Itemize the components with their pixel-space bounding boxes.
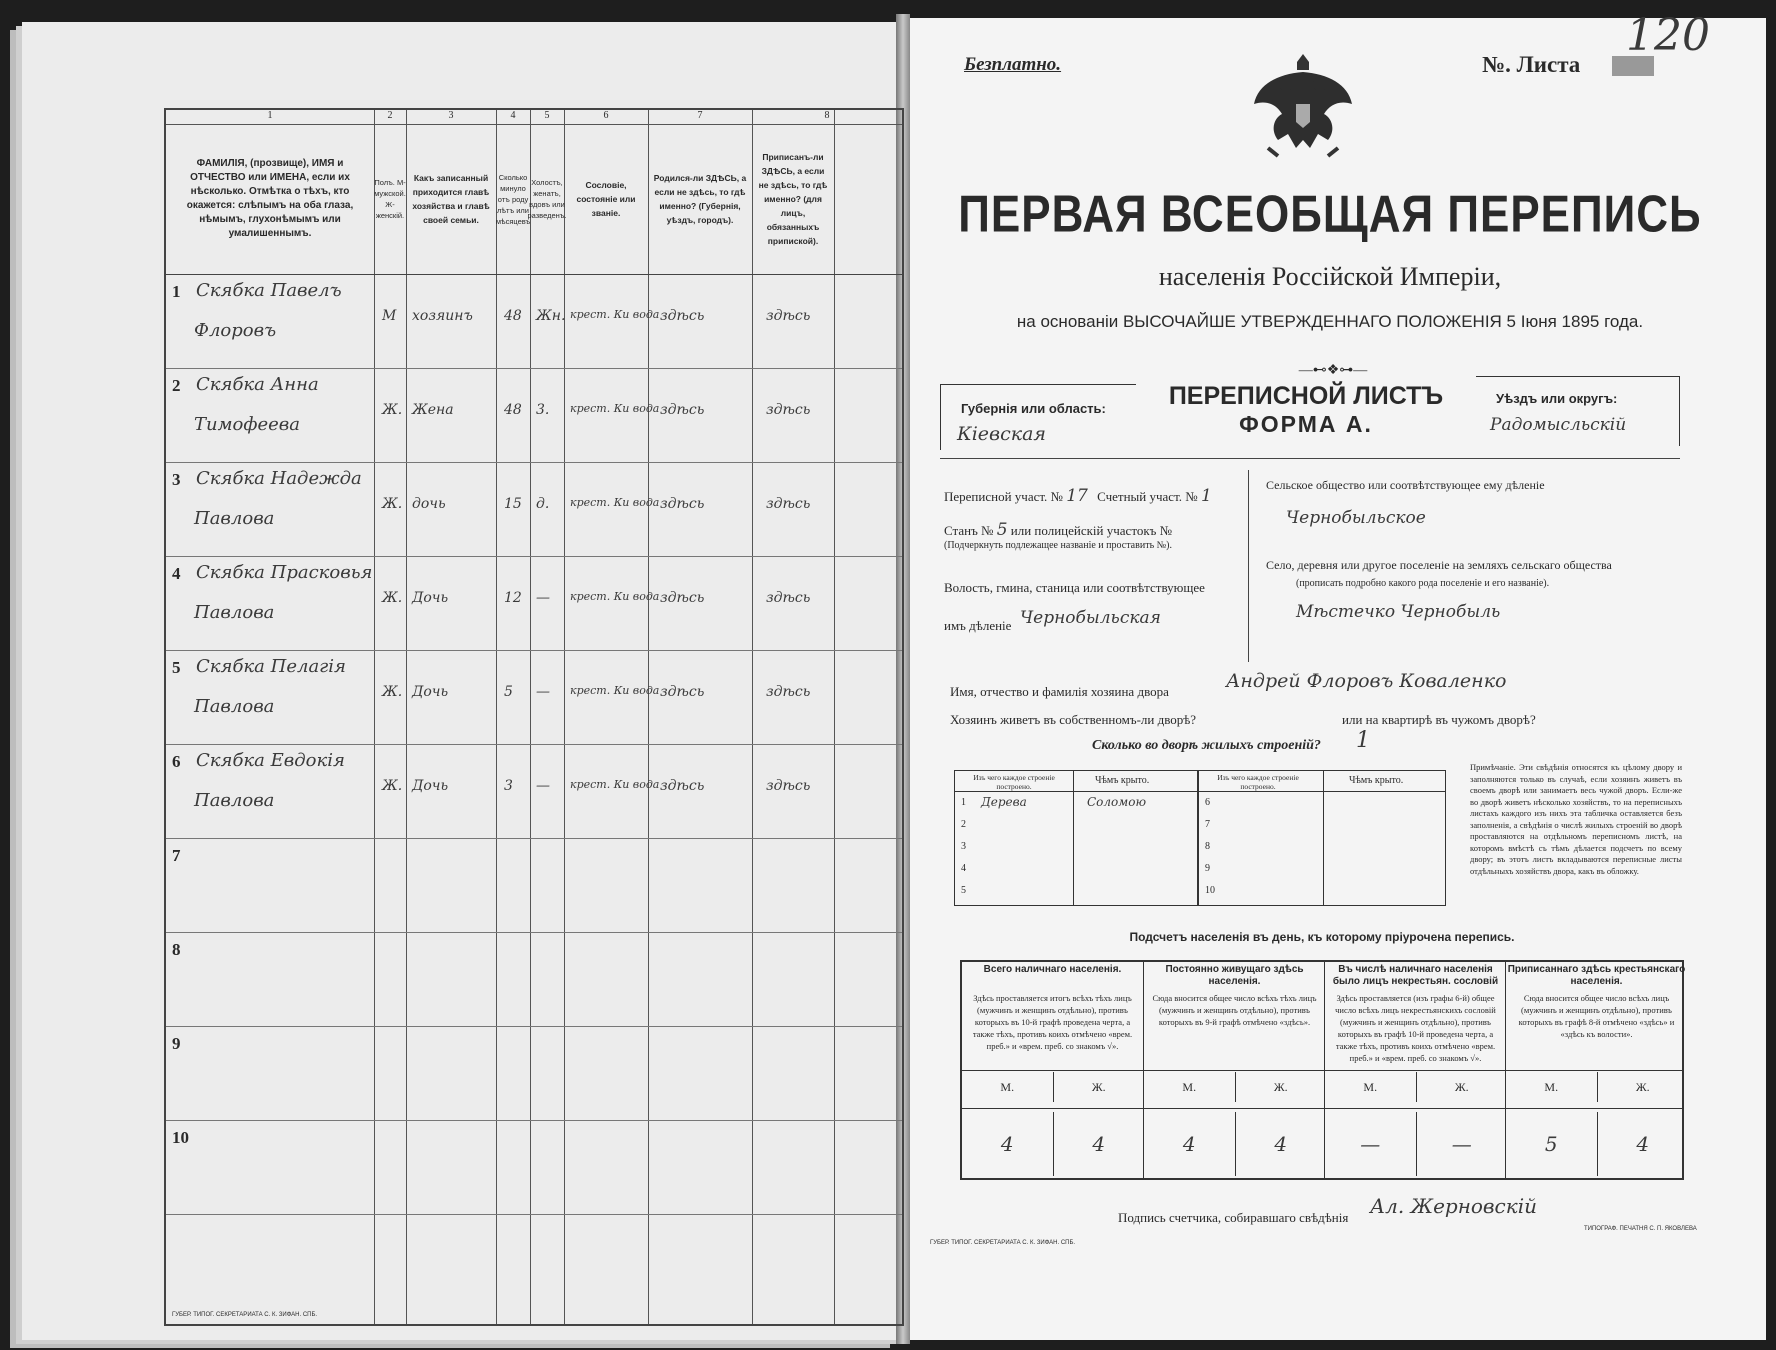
totals-description: Здѣсь проставляется итогъ всѣхъ тѣхъ лицъ (мужчинъ и женщинъ отдѣльно), противъ которыхъ въ 10-й графѣ проведена черта, а также тѣхъ, противъ коихъ отмѣчено «врем. преб.» и «врем. преб. со знакомъ √».: [972, 993, 1133, 1051]
cell-age: 3: [504, 778, 513, 794]
totals-heading: Въ числѣ наличнаго населенія было лицъ некрестьян. сословій: [1332, 964, 1499, 987]
building-row: [1199, 881, 1445, 903]
surname-given-name: Скябка Павелъ: [196, 280, 342, 301]
cell-estate: крест. Ки вода: [570, 496, 660, 509]
cell-age: 48: [504, 308, 522, 324]
surname-given-name: Скябка Надежда: [196, 468, 362, 489]
cell-born: здѣсь: [660, 778, 705, 794]
cell-registered: здѣсь: [766, 308, 811, 324]
cell-relation: хозяинъ: [412, 308, 473, 324]
buildings-label: Сколько во дворѣ жилыхъ строеній?: [1092, 738, 1321, 753]
row-number: 5: [172, 658, 181, 677]
cell-age: 15: [504, 496, 522, 512]
cell-marital: —: [536, 778, 550, 794]
cell-relation: Дочь: [412, 778, 449, 794]
volost-value: Чернобыльская: [1020, 608, 1161, 628]
building-material: Дерева: [981, 795, 1027, 809]
row-number: 3: [172, 470, 181, 489]
printer-mark-right: ТИПОГРАФ. ПЕЧАТНЯ С. П. ЯКОВЛЕВА: [1584, 1226, 1697, 1232]
census-table: [164, 108, 904, 1326]
buildings-note: Примѣчаніе. Эти свѣдѣнія относятся къ цѣлому двору и заполняются только въ случаѣ, если хозяинъ живетъ въ своемъ дворѣ или занимаетъ весь чужой дворъ. Если-же во дворѣ живетъ нѣсколько хозяйствъ, то на переписныхъ листахъ каждого изъ нихъ эта табличка оставляется безъ заполненія, а свѣдѣнія о числѣ жилыхъ строеній во дворѣ проставляются на отдѣльномъ переписномъ листѣ, на которомъ вмѣстѣ съ тѣмъ дѣлается подсчетъ по всему двору; въ этотъ листъ вкладываются переписные листы отдѣльныхъ хозяйствъ двора, какъ въ обложку.: [1470, 762, 1682, 876]
patronymic: Павлова: [194, 696, 275, 717]
society-label: Сельское общество или соотвѣтствующее ему дѣленіе: [1266, 478, 1545, 492]
cell-sex: Ж.: [382, 496, 403, 512]
village-label: Село, деревня или другое поселеніе на земляхъ сельскаго общества: [1266, 558, 1612, 572]
owner-value: Андрей Флоровъ Коваленко: [1226, 670, 1507, 692]
table-row: [166, 838, 902, 933]
cell-marital: д.: [536, 496, 550, 512]
male-count: 4: [1000, 1132, 1014, 1156]
cell-sex: М: [382, 308, 397, 324]
totals-title: Подсчетъ населенія въ день, къ которому пріурочена перепись.: [1129, 930, 1515, 944]
buildings-header-material: Изъ чего каждое строеніе построено.: [1217, 773, 1299, 791]
male-label: М.: [1544, 1080, 1559, 1094]
province-box: [940, 384, 1136, 450]
province-label: Губернія или область:: [961, 401, 1106, 416]
col-number: 7: [697, 110, 703, 121]
district-label: Уѣздъ или округъ:: [1496, 391, 1618, 406]
cell-sex: Ж.: [382, 778, 403, 794]
cell-age: 48: [504, 402, 522, 418]
surname-given-name: Скябка Анна: [196, 374, 319, 395]
col-number: 5: [544, 110, 550, 121]
printer-mark-left: ГУБЕР. ТИПОГ. СЕКРЕТАРИАТА С. К. ЗИФАН. СПБ.: [930, 1240, 1076, 1246]
cell-registered: здѣсь: [766, 402, 811, 418]
female-label: Ж.: [1597, 1072, 1689, 1102]
owner-label: Имя, отчество и фамилія хозяина двора: [950, 684, 1169, 699]
female-count: 4: [1053, 1112, 1145, 1176]
column-number-row: [166, 110, 902, 125]
sheet-number-label: №. Листа: [1482, 52, 1581, 77]
row-number: 6: [172, 752, 181, 771]
building-number: 8: [1205, 841, 1210, 852]
header-registered: Приписанъ-ли ЗДѢСЬ, а если не здѣсь, то гдѣ именно? (для лицъ, обязанныхъ припиской).: [758, 152, 828, 246]
building-number: 7: [1205, 819, 1210, 830]
census-area-value: 17: [1066, 486, 1088, 506]
rent-label: или на квартирѣ въ чужомъ дворѣ?: [1342, 712, 1536, 727]
counter-area-value: 1: [1200, 486, 1212, 506]
building-number: 2: [961, 819, 966, 830]
totals-table: [960, 960, 1684, 1180]
row-number: 4: [172, 564, 181, 583]
sheet-title: ПЕРЕПИСНОЙ ЛИСТЪ: [1168, 382, 1444, 410]
row-number: 8: [172, 940, 181, 959]
totals-heading: Приписаннаго здѣсь крестьянскаго населенія.: [1507, 964, 1686, 987]
sheet-number-handwritten: 120: [1626, 10, 1710, 61]
printer-mark: ГУБЕР. ТИПОГ. СЕКРЕТАРИАТА С. К. ЗИФАН. СПБ.: [172, 1312, 318, 1318]
building-row: [1199, 793, 1445, 815]
cell-born: здѣсь: [660, 402, 705, 418]
female-label: Ж.: [1416, 1072, 1508, 1102]
building-number: 5: [961, 885, 966, 896]
underline-note: (Подчеркнуть подлежащее названіе и проставить №).: [944, 540, 1172, 551]
table-row: [166, 556, 902, 651]
building-number: 6: [1205, 797, 1210, 808]
decree-line: на основаніи ВЫСОЧАЙШЕ УТВЕРЖДЕННАГО ПОЛОЖЕНІЯ 5 Іюня 1895 года.: [1016, 312, 1644, 331]
cell-estate: крест. Ки вода: [570, 590, 660, 603]
patronymic: Павлова: [194, 602, 275, 623]
building-row: [1199, 859, 1445, 881]
female-count: —: [1416, 1112, 1508, 1176]
building-number: 10: [1205, 885, 1215, 896]
cell-marital: —: [536, 590, 550, 606]
subtitle: населенія Россійской Имперіи,: [1158, 262, 1502, 291]
society-value: Чернобыльское: [1286, 508, 1426, 528]
patronymic: Флоровъ: [194, 320, 277, 341]
female-label: Ж.: [1235, 1072, 1327, 1102]
building-row: [955, 793, 1197, 815]
stan-line: [944, 520, 1172, 540]
totals-description: Сюда вносится общее число всѣхъ лицъ (мужчинъ и женщинъ отдѣльно), противъ которыхъ въ графѣ 8-й отмѣчено «здѣсь» и «здѣсь къ волости».: [1518, 993, 1675, 1039]
building-row: [955, 881, 1197, 903]
volost-label-2: имъ дѣленіе: [944, 618, 1012, 633]
cell-born: здѣсь: [660, 496, 705, 512]
main-title: ПЕРВАЯ ВСЕОБЩАЯ ПЕРЕПИСЬ: [958, 185, 1702, 244]
table-row: [166, 368, 902, 463]
header-born: Родился-ли ЗДѢСЬ, а если не здѣсь, то гдѣ именно? (Губернія, уѣздъ, городъ).: [653, 173, 747, 225]
building-number: 4: [961, 863, 966, 874]
row-number: 2: [172, 376, 181, 395]
row-number: 1: [172, 282, 181, 301]
col-number: 8: [824, 110, 830, 121]
cell-born: здѣсь: [660, 308, 705, 324]
cell-born: здѣсь: [660, 684, 705, 700]
building-row: [1199, 815, 1445, 837]
volost-label: Волость, гмина, станица или соотвѣтствующее: [944, 580, 1205, 595]
table-row: [166, 1120, 902, 1215]
cell-relation: дочь: [412, 496, 446, 512]
female-count: 4: [1235, 1112, 1327, 1176]
district-box: [1476, 376, 1680, 446]
village-note: (прописать подробно какого рода поселеніе и его названіе).: [1296, 578, 1550, 589]
cell-relation: Дочь: [412, 684, 449, 700]
stan-value: 5: [996, 520, 1008, 540]
totals-description: Сюда вносится общее число всѣхъ тѣхъ лицъ (мужчинъ и женщинъ отдѣльно), противъ которыхъ въ 9-й графѣ отмѣчено «здѣсь».: [1152, 993, 1317, 1027]
census-area-label: Переписной участ. №: [944, 489, 1063, 504]
cell-age: 12: [504, 590, 522, 606]
buildings-table-right: [1198, 770, 1446, 906]
buildings-table-left: [954, 770, 1198, 906]
cell-registered: здѣсь: [766, 778, 811, 794]
cell-registered: здѣсь: [766, 496, 811, 512]
row-number: 7: [172, 846, 181, 865]
cell-estate: крест. Ки вода: [570, 308, 660, 321]
row-number: 9: [172, 1034, 181, 1053]
table-row: [166, 744, 902, 839]
buildings-value: 1: [1356, 728, 1370, 753]
male-count: 4: [1182, 1132, 1196, 1156]
district-value: Радомысльскій: [1490, 415, 1627, 435]
cell-marital: Жн.: [536, 308, 566, 324]
village-value: Мѣстечко Чернобыль: [1296, 602, 1501, 622]
female-label: Ж.: [1053, 1072, 1145, 1102]
row-number: 10: [172, 1128, 189, 1147]
header-name: ФАМИЛІЯ, (прозвище), ИМЯ и ОТЧЕСТВО или ИМЕНА, если их нѣсколько. Отмѣтка о тѣхъ, кто окажется: слѣпымъ на оба глаза, нѣмымъ, глухонѣмымъ или умалишеннымъ.: [186, 158, 354, 239]
cell-registered: здѣсь: [766, 590, 811, 606]
building-row: [955, 859, 1197, 881]
building-row: [1199, 837, 1445, 859]
ornament-divider: —⊷❖⊶—: [1298, 363, 1368, 378]
totals-heading: Всего наличнаго населенія.: [983, 964, 1122, 975]
col-number: 2: [387, 110, 393, 121]
female-count: 4: [1597, 1112, 1689, 1176]
patronymic: Павлова: [194, 790, 275, 811]
signature-value: Ал. Жерновскій: [1370, 1194, 1537, 1218]
header-sex: Полъ. М-мужской. Ж-женскій.: [374, 178, 406, 220]
cell-estate: крест. Ки вода: [570, 684, 660, 697]
table-row: [166, 462, 902, 557]
header-relation: Какъ записанный приходится главѣ хозяйства и главѣ своей семьи.: [412, 173, 490, 225]
patronymic: Павлова: [194, 508, 275, 529]
col-number: 3: [448, 110, 454, 121]
male-count: —: [1360, 1132, 1381, 1156]
cell-sex: Ж.: [382, 684, 403, 700]
cell-age: 5: [504, 684, 513, 700]
surname-given-name: Скябка Пелагія: [196, 656, 346, 677]
counter-area-label: Счетный участ. №: [1097, 489, 1198, 504]
male-label: М.: [1363, 1080, 1378, 1094]
cell-sex: Ж.: [382, 402, 403, 418]
surname-given-name: Скябка Евдокія: [196, 750, 345, 771]
table-row: [166, 1026, 902, 1121]
cell-estate: крест. Ки вода: [570, 778, 660, 791]
totals-description: Здѣсь проставляется (изъ графы 6-й) общее число всѣхъ лицъ некрестьянскихъ сословій (мужчинъ и женщинъ отдѣльно), противъ которыхъ въ графѣ 10-й проведена черта, а также тѣхъ, противъ коихъ отмѣчено «врем. преб.» и «врем. преб. со знакомъ √».: [1335, 993, 1496, 1063]
table-header: [166, 124, 902, 275]
table-row: [166, 650, 902, 745]
surname-given-name: Скябка Прасковья: [196, 562, 373, 583]
building-number: 1: [961, 797, 966, 808]
sheet-title-block: [1136, 382, 1476, 438]
male-label: М.: [1182, 1080, 1197, 1094]
buildings-header-material: Изъ чего каждое строеніе построено.: [973, 773, 1055, 791]
free-label: Безплатно.: [964, 54, 1062, 75]
building-roof: Соломою: [1087, 795, 1147, 809]
cell-estate: крест. Ки вода: [570, 402, 660, 415]
double-headed-eagle-icon: [1248, 44, 1358, 164]
signature-label: Подпись счетчика, собиравшаго свѣдѣнія: [1118, 1210, 1349, 1225]
cell-relation: Дочь: [412, 590, 449, 606]
own-yard-label: Хозяинъ живетъ въ собственномъ-ли дворѣ?: [950, 712, 1197, 727]
building-number: 3: [961, 841, 966, 852]
table-row: [166, 274, 902, 369]
census-area-line: [944, 486, 1212, 506]
col-number: 1: [267, 110, 273, 121]
building-number: 9: [1205, 863, 1210, 874]
cell-relation: Жена: [412, 402, 454, 418]
buildings-header-roof: Чѣмъ крыто.: [1349, 775, 1404, 786]
cell-registered: здѣсь: [766, 684, 811, 700]
male-count: 5: [1544, 1132, 1558, 1156]
form-title: ФОРМА А.: [1239, 411, 1373, 437]
province-value: Кіевская: [957, 423, 1046, 445]
male-label: М.: [1000, 1080, 1015, 1094]
header-marital: Холостъ, женатъ, вдовъ или разведенъ.: [527, 178, 567, 220]
buildings-header-roof: Чѣмъ крыто.: [1095, 775, 1150, 786]
totals-heading: Постоянно живущаго здѣсь населенія.: [1165, 964, 1304, 987]
header-age: Сколько минуло отъ роду лѣтъ или мѣсяцевъ: [495, 172, 531, 226]
table-row: [166, 932, 902, 1027]
patronymic: Тимофеева: [194, 414, 300, 435]
header-estate: Сословіе, состояніе или званіе.: [576, 180, 636, 218]
cell-sex: Ж.: [382, 590, 403, 606]
building-row: [955, 837, 1197, 859]
building-row: [955, 815, 1197, 837]
col-number: 4: [510, 110, 516, 121]
cell-marital: 3.: [536, 402, 550, 418]
police-label: или полицейскій участокъ №: [1010, 523, 1173, 538]
cell-marital: —: [536, 684, 550, 700]
col-number: 6: [603, 110, 609, 121]
stan-label: Станъ №: [944, 523, 994, 538]
cell-born: здѣсь: [660, 590, 705, 606]
